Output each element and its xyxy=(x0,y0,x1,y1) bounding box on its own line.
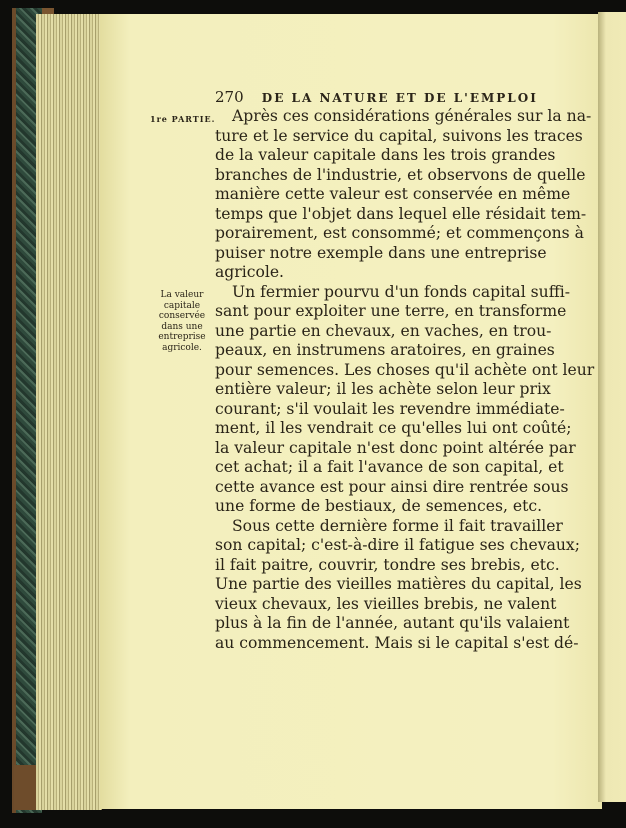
body-text xyxy=(215,107,595,653)
text-line: courant; s'il voulait les revendre immédiate- xyxy=(215,399,565,418)
text-line: au commencement. Mais si le capital s'est dé- xyxy=(215,633,579,652)
text-line: agricole. xyxy=(215,263,285,281)
page-number: 270 xyxy=(215,88,244,106)
facing-page-edge xyxy=(598,12,626,802)
text-line: Une partie des vieilles matières du capital, les xyxy=(215,575,582,593)
text-line: cet achat; il a fait l'avance de son capital, et xyxy=(215,458,564,476)
text-line: Un fermier pourvu d'un fonds capital suffi- xyxy=(232,282,571,301)
text-line: sant pour exploiter une terre, en transforme xyxy=(215,302,567,320)
text-line: vieux chevaux, les vieilles brebis, ne valent xyxy=(215,594,557,613)
text-line: branches de l'industrie, et observons de quelle xyxy=(215,165,586,184)
side-note-line: agricole. xyxy=(162,342,202,353)
text-line: une forme de bestiaux, de semences, etc. xyxy=(215,497,543,515)
text-line: Sous cette dernière forme il fait travailler xyxy=(232,516,563,535)
side-note-line: La valeur xyxy=(160,290,204,300)
text-line: une partie en chevaux, en vaches, en trou- xyxy=(215,321,552,340)
text-line: plus à la fin de l'année, autant qu'ils valaient xyxy=(215,614,570,632)
paragraph xyxy=(215,282,595,517)
text-line: peaux, en instrumens aratoires, en graines xyxy=(215,341,555,359)
side-note-line: entreprise xyxy=(158,332,206,342)
side-note-line: conservée xyxy=(158,311,206,321)
paragraph xyxy=(215,516,582,654)
text-line: ture et le service du capital, suivons les traces xyxy=(215,126,583,145)
text-line: porairement, est consommé; et commençons à xyxy=(215,224,584,242)
running-title: DE LA NATURE ET DE L'EMPLOI xyxy=(261,91,538,105)
text-line: ment, il les vendrait ce qu'elles lui ont coûté; xyxy=(215,419,572,437)
paragraph xyxy=(215,107,592,283)
text-line: son capital; c'est-à-dire il fatigue ses chevaux; xyxy=(215,536,580,554)
side-note-line: dans une xyxy=(161,321,203,332)
text-line: cette avance est pour ainsi dire rentrée sous xyxy=(215,477,569,496)
text-line: puiser notre exemple dans une entreprise xyxy=(215,243,547,262)
running-header xyxy=(215,88,538,106)
text-line: de la valeur capitale dans les trois grandes xyxy=(215,146,556,164)
text-line: pour semences. Les choses qu'il achète ont leur xyxy=(215,360,595,379)
text-line: entière valeur; il les achète selon leur prix xyxy=(215,380,551,398)
text-line: la valeur capitale n'est donc point altérée par xyxy=(215,438,576,457)
part-label: 1re PARTIE. xyxy=(150,114,216,124)
text-line: manière cette valeur est conservée en même xyxy=(215,185,571,203)
text-line: temps que l'objet dans lequel elle résidait tem- xyxy=(215,204,587,223)
side-note xyxy=(152,290,212,353)
text-line: Après ces considérations générales sur la na- xyxy=(232,107,592,125)
page-stack-edge xyxy=(36,14,102,810)
text-line: il fait paitre, couvrir, tondre ses brebis, etc. xyxy=(215,555,560,574)
side-note-line: capitale xyxy=(163,300,201,311)
